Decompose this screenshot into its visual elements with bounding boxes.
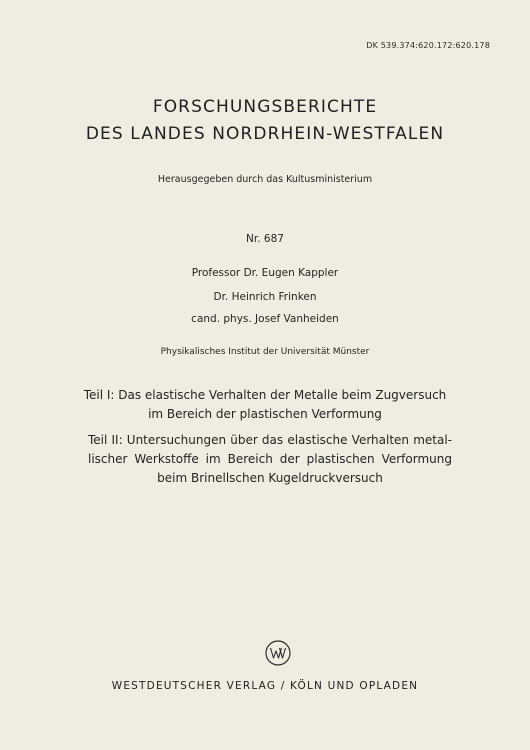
institute: Physikalisches Institut der Universität Münster <box>160 347 370 357</box>
part2-title-line-2: lischer Werkstoffe im Bereich der plastischen Verformung <box>88 452 452 466</box>
author-2: Dr. Heinrich Frinken <box>213 291 317 303</box>
series-title-line-1: FORSCHUNGSBERICHTE <box>152 97 378 117</box>
part2-title-line-1: Teil II: Untersuchungen über das elastische Verhalten metal- <box>88 433 452 447</box>
report-number: Nr. 687 <box>246 233 284 245</box>
author-1: Professor Dr. Eugen Kappler <box>191 267 339 279</box>
editor-line: Herausgegeben durch das Kultusministerium <box>157 174 373 185</box>
publisher-line: WESTDEUTSCHER VERLAG / KÖLN UND OPLADEN <box>111 680 419 692</box>
series-title-line-2: DES LANDES NORDRHEIN-WESTFALEN <box>85 124 445 144</box>
part1-title-line-1: Teil I: Das elastische Verhalten der Metalle beim Zugversuch <box>83 388 447 402</box>
part2-title-line-3: beim Brinellschen Kugeldruckversuch <box>157 471 383 485</box>
part1-title-line-2: im Bereich der plastischen Verformung <box>148 407 382 421</box>
wv-publisher-logo-icon <box>265 640 291 666</box>
author-3: cand. phys. Josef Vanheiden <box>191 313 339 325</box>
dk-classification-code: DK 539.374:620.172:620.178 <box>366 41 490 50</box>
